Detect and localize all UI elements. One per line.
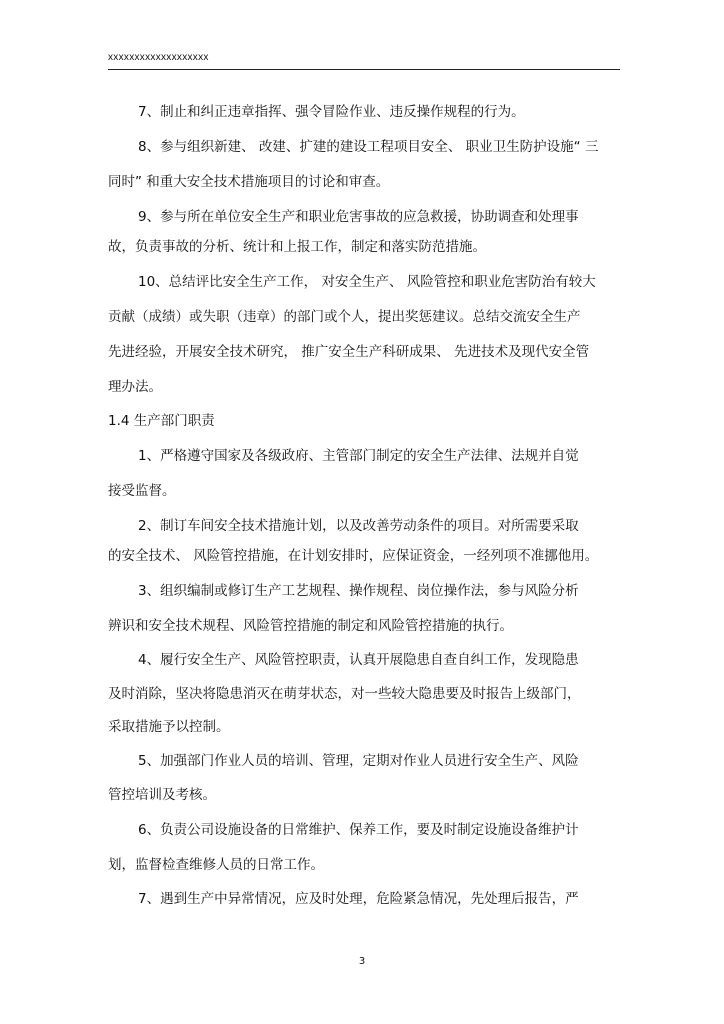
text-line: 2、制订车间安全技术措施计划，以及改善劳动条件的项目。对所需要采取 (138, 518, 579, 534)
text-line: 贡献（成绩）或失职（违章）的部门或个人，提出奖惩建议。总结交流安全生产 (108, 309, 581, 325)
text-line: 辨识和安全技术规程、风险管控措施的制定和风险管控措施的执行。 (108, 618, 513, 634)
text-line: 故，负责事故的分析、统计和上报工作，制定和落实防范措施。 (108, 239, 486, 255)
text-line: 3、组织编制或修订生产工艺规程、操作规程、岗位操作法，参与风险分析 (138, 583, 579, 599)
text-line: 划，监督检查维修人员的日常工作。 (108, 857, 324, 873)
text-line: 7、制止和纠正违章指挥、强令冒险作业、违反操作规程的行为。 (138, 104, 525, 120)
page-number: 3 (358, 956, 366, 967)
text-line: 4、履行安全生产、风险管控职责，认真开展隐患自查自纠工作，发现隐患 (138, 652, 579, 668)
text-line: 接受监督。 (108, 483, 176, 499)
text-line: 8、参与组织新建、 改建、扩建的建设工程项目安全、 职业卫生防护设施“ 三 (138, 139, 599, 155)
header-text: xxxxxxxxxxxxxxxxxxx (108, 52, 209, 63)
section-heading: 1.4 生产部门职责 (108, 413, 215, 429)
text-line: 10、总结评比安全生产工作， 对安全生产、 风险管控和职业危害防治有较大 (138, 274, 596, 290)
text-line: 的安全技术、 风险管控措施，在计划安排时，应保证资金，一经列项不准挪他用。 (108, 548, 599, 564)
text-line: 同时” 和重大安全技术措施项目的讨论和审查。 (108, 174, 390, 190)
text-line: 先进经验，开展安全技术研究， 推广安全生产科研成果、 先进技术及现代安全管 (108, 344, 590, 360)
text-line: 管控培训及考核。 (108, 787, 216, 803)
text-line: 9、参与所在单位安全生产和职业危害事故的应急救援，协助调查和处理事 (138, 209, 579, 225)
text-line: 1、严格遵守国家及各级政府、主管部门制定的安全生产法律、法规并自觉 (138, 448, 579, 464)
text-line: 及时消除，坚决将隐患消灭在萌芽状态，对一些较大隐患要及时报告上级部门， (108, 686, 581, 702)
header-divider (108, 69, 620, 70)
text-line: 6、负责公司设施设备的日常维护、保养工作，要及时制定设施设备维护计 (138, 822, 579, 838)
text-line: 7、遇到生产中异常情况，应及时处理，危险紧急情况，先处理后报告，严 (138, 891, 579, 907)
text-line: 理办法。 (108, 379, 162, 395)
text-line: 5、加强部门作业人员的培训、管理，定期对作业人员进行安全生产、风险 (138, 753, 579, 769)
text-line: 采取措施予以控制。 (108, 719, 230, 735)
